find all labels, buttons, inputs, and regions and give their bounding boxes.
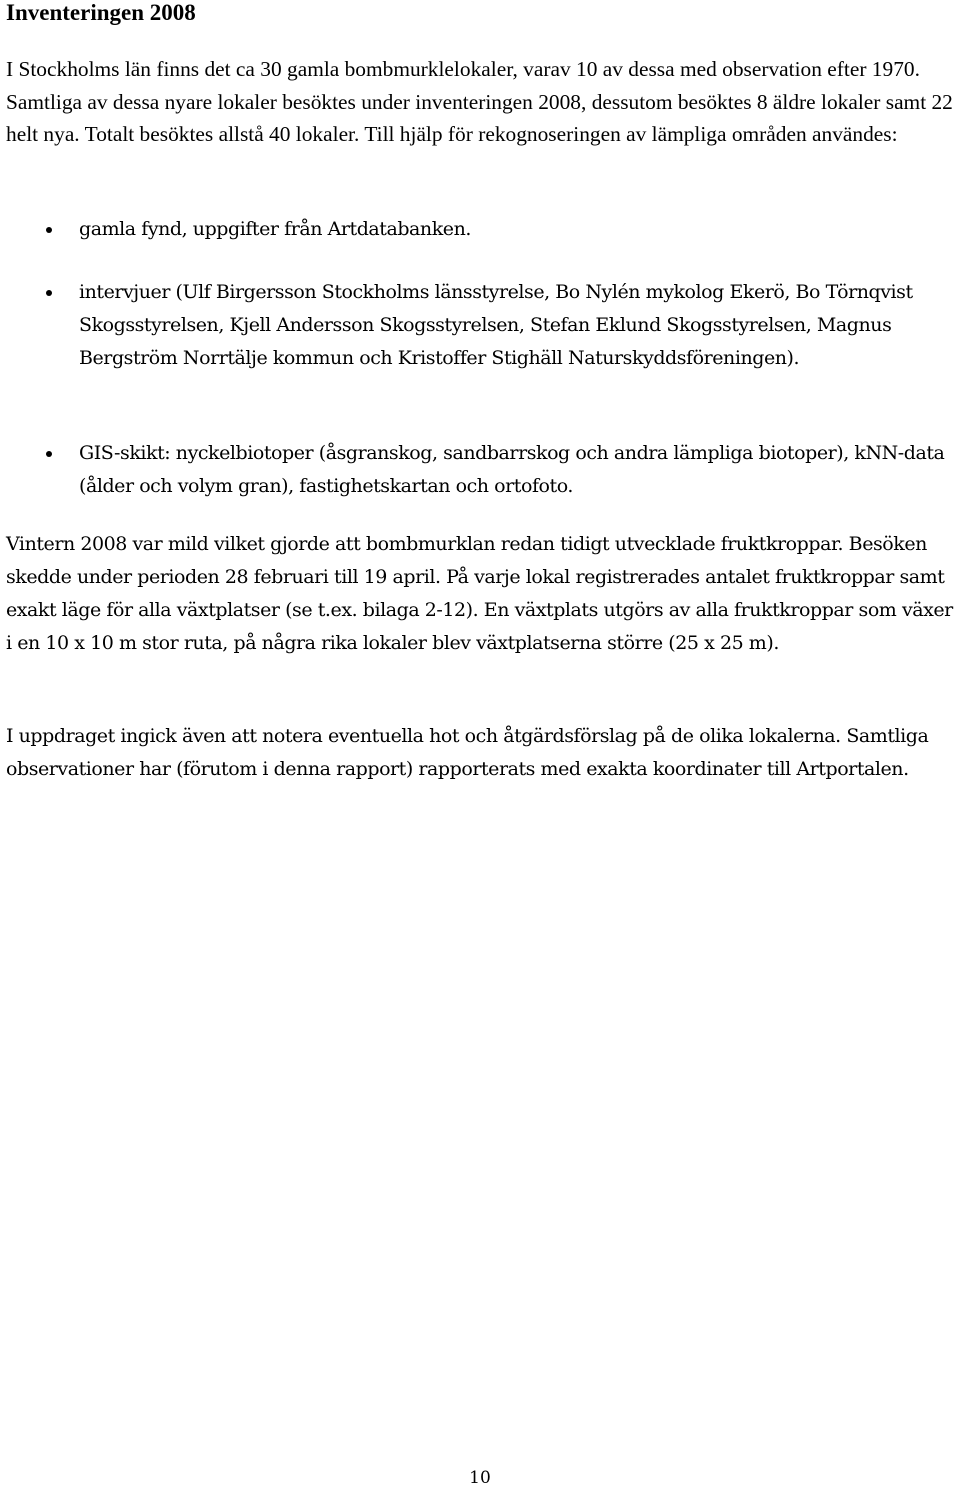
section-heading: Inventeringen 2008 [6,0,196,25]
bullet-text: intervjuer (Ulf Birgersson Stockholms länsstyrelse, Bo Nylén mykolog Ekerö, Bo Törnqvist Skogsstyrelsen, Kjell Andersson Skogsstyrelsen, Stefan Eklund Skogsstyrelsen, Magnus Bergström Norrtälje kommun och Kristoffer Stighäll Naturskyddsföreningen). [79,281,913,369]
body-paragraph: I uppdraget ingick även att notera eventuella hot och åtgärdsförslag på de olika lokalerna. Samtliga observationer har (förutom i denna rapport) rapporterats med exakta koordinater till Artportalen. [6,725,929,780]
page-number: 10 [469,1468,491,1488]
bullet-icon [46,290,52,296]
bullet-text: gamla fynd, uppgifter från Artdatabanken. [79,218,471,240]
bullet-icon [46,451,52,457]
bullet-icon [46,227,52,233]
body-paragraph: Vintern 2008 var mild vilket gjorde att bombmurklan redan tidigt utvecklade fruktkroppar. Besöken skedde under perioden 28 februari till 19 april. På varje lokal registrerades antalet fruktkroppar samt exakt läge för alla växtplatser (se t.ex. bilaga 2-12). En växtplats utgörs av alla fruktkroppar som växer i en 10 x 10 m stor ruta, på några rika lokaler blev växtplatserna större (25 x 25 m). [6,533,953,654]
bullet-text: GIS-skikt: nyckelbiotoper (åsgranskog, sandbarrskog och andra lämpliga biotoper), kNN-data (ålder och volym gran), fastighetskartan och ortofoto. [79,442,945,497]
intro-paragraph: I Stockholms län finns det ca 30 gamla bombmurklelokaler, varav 10 av dessa med observation efter 1970. Samtliga av dessa nyare lokaler besöktes under inventeringen 2008, dessutom besöktes 8 äldre lokaler samt 22 helt nya. Totalt besöktes allstå 40 lokaler. Till hjälp för rekognoseringen av lämpliga områden användes: [6,57,953,146]
